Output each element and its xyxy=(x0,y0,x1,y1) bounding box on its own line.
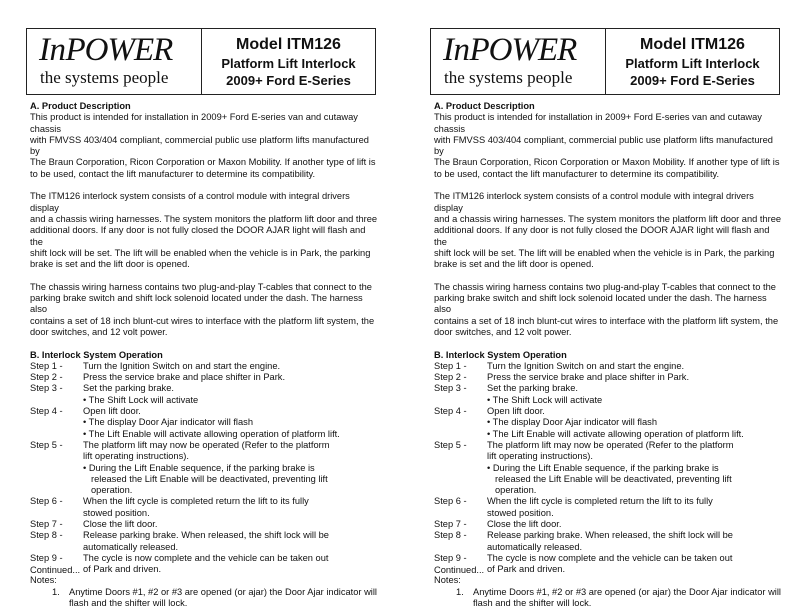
step-bullet-continuation: released the Lift Enable will be deactivated, preventing lift xyxy=(495,473,732,484)
step-row: Step 2 - Press the service brake and place shifter in Park. xyxy=(434,372,690,383)
model-title: Model ITM126 xyxy=(640,35,745,53)
step-bullet: • The Lift Enable will activate allowing operation of platform lift. xyxy=(83,428,340,439)
section-a-paragraph-3: The chassis wiring harness contains two plug-and-play T-cables that connect to the parking brake switch and shift lock solenoid located under the dash. The harness also contains a set of 18 inch blunt-cut wires to interface with the platform lift system, the door switches, and 12 volt power. xyxy=(30,281,375,337)
inpower-logo xyxy=(431,29,606,94)
step-row: Step 9 - The cycle is now complete and the vehicle can be taken out xyxy=(30,552,329,563)
step-row: Step 7 - Close the lift door. xyxy=(434,518,562,529)
logo-wordmark: InPOWER xyxy=(39,32,173,68)
step-bullet: • During the Lift Enable sequence, if the parking brake is xyxy=(83,462,315,473)
step-continuation: automatically released. xyxy=(487,541,583,552)
step-bullet: • The display Door Ajar indicator will flash xyxy=(487,417,657,428)
step-row: Step 3 - Set the parking brake. xyxy=(30,383,174,394)
product-title: Platform Lift Interlock xyxy=(625,55,760,71)
step-row: Step 5 - The platform lift may now be operated (Refer to the platform xyxy=(434,439,734,450)
section-a-paragraph-1: This product is intended for installation in 2009+ Ford E-series van and cutaway chassis with FMVSS 403/404 compliant, commercial public use platform lifts manufactured by The Braun Corporation, Ricon Corporation or Maxon Mobility. If another type of lift is to be used, contact the lift manufacturer to determine its compatibility. xyxy=(30,112,376,179)
notes-label: Notes: xyxy=(30,575,57,586)
title-block xyxy=(606,29,779,94)
step-row: Step 1 - Turn the Ignition Switch on and start the engine. xyxy=(434,360,685,371)
step-row: Step 3 - Set the parking brake. xyxy=(434,383,578,394)
section-a-paragraph-3: The chassis wiring harness contains two plug-and-play T-cables that connect to the parking brake switch and shift lock solenoid located under the dash. The harness also contains a set of 18 inch blunt-cut wires to interface with the platform lift system, the door switches, and 12 volt power. xyxy=(434,281,779,337)
inpower-logo xyxy=(27,29,202,94)
step-row: Step 8 - Release parking brake. When released, the shift lock will be xyxy=(434,530,733,541)
step-row: Step 4 - Open lift door. xyxy=(434,406,545,417)
step-bullet-continuation: released the Lift Enable will be deactivated, preventing lift xyxy=(91,473,328,484)
product-title: Platform Lift Interlock xyxy=(221,55,356,71)
document-page-right xyxy=(404,0,808,616)
section-b-heading: B. Interlock System Operation xyxy=(434,349,567,360)
page-header xyxy=(26,28,376,95)
logo-tagline: the systems people xyxy=(40,68,169,87)
step-row: Step 6 - When the lift cycle is completed return the lift to its fully xyxy=(30,496,309,507)
note-continuation: flash and the shifter will lock. xyxy=(473,598,592,609)
step-row: Step 5 - The platform lift may now be operated (Refer to the platform xyxy=(30,439,330,450)
step-bullet: • The Lift Enable will activate allowing operation of platform lift. xyxy=(487,428,744,439)
page-content xyxy=(434,101,784,609)
title-block xyxy=(202,29,375,94)
step-bullet: • The display Door Ajar indicator will flash xyxy=(83,417,253,428)
note-item: 1. Anytime Doors #1, #2 or #3 are opened (or ajar) the Door Ajar indicator will xyxy=(52,586,377,597)
step-bullet: • The Shift Lock will activate xyxy=(487,394,603,405)
notes-label: Notes: xyxy=(434,575,461,586)
page-content xyxy=(30,101,380,609)
step-continuation: lift operating instructions). xyxy=(487,451,593,462)
step-row: Step 9 - The cycle is now complete and the vehicle can be taken out xyxy=(434,552,733,563)
vehicle-title: 2009+ Ford E-Series xyxy=(630,72,755,88)
step-bullet-continuation: operation. xyxy=(91,485,133,496)
section-a-paragraph-1: This product is intended for installation in 2009+ Ford E-series van and cutaway chassis with FMVSS 403/404 compliant, commercial public use platform lifts manufactured by The Braun Corporation, Ricon Corporation or Maxon Mobility. If another type of lift is to be used, contact the lift manufacturer to determine its compatibility. xyxy=(434,112,780,179)
note-item: 1. Anytime Doors #1, #2 or #3 are opened (or ajar) the Door Ajar indicator will xyxy=(456,586,781,597)
step-bullet: • The Shift Lock will activate xyxy=(83,394,199,405)
section-b-heading: B. Interlock System Operation xyxy=(30,349,163,360)
step-row: Step 1 - Turn the Ignition Switch on and start the engine. xyxy=(30,360,281,371)
step-bullet-continuation: operation. xyxy=(495,485,537,496)
step-bullet: • During the Lift Enable sequence, if the parking brake is xyxy=(487,462,719,473)
step-continuation: stowed position. xyxy=(487,507,554,518)
step-row: Step 4 - Open lift door. xyxy=(30,406,141,417)
logo-tagline: the systems people xyxy=(444,68,573,87)
page-header xyxy=(430,28,780,95)
step-continuation: automatically released. xyxy=(83,541,179,552)
step-continuation: lift operating instructions). xyxy=(83,451,189,462)
logo-wordmark: InPOWER xyxy=(443,32,577,68)
step-row: Step 2 - Press the service brake and place shifter in Park. xyxy=(30,372,286,383)
step-continuation: of Park and driven. xyxy=(83,564,162,575)
step-continuation: of Park and driven. xyxy=(487,564,566,575)
section-a-heading: A. Product Description xyxy=(434,101,535,111)
section-a-heading: A. Product Description xyxy=(30,101,131,111)
step-row: Step 7 - Close the lift door. xyxy=(30,518,158,529)
vehicle-title: 2009+ Ford E-Series xyxy=(226,72,351,88)
section-a-paragraph-2: The ITM126 interlock system consists of a control module with integral drivers display and a chassis wiring harnesses. The system monitors the platform lift door and three additional doors. If any door is not fully closed the DOOR AJAR light will flash and the shift lock will be set. The lift will be enabled when the vehicle is in Park, the parking brake is set and the lift door is opened. xyxy=(434,191,782,270)
continued-label: Continued... xyxy=(434,565,485,575)
step-row: Step 6 - When the lift cycle is completed return the lift to its fully xyxy=(434,496,713,507)
continued-label: Continued... xyxy=(30,565,81,575)
step-continuation: stowed position. xyxy=(83,507,150,518)
model-title: Model ITM126 xyxy=(236,35,341,53)
step-row: Step 8 - Release parking brake. When released, the shift lock will be xyxy=(30,530,329,541)
note-continuation: flash and the shifter will lock. xyxy=(69,598,188,609)
section-a-paragraph-2: The ITM126 interlock system consists of a control module with integral drivers display and a chassis wiring harnesses. The system monitors the platform lift door and three additional doors. If any door is not fully closed the DOOR AJAR light will flash and the shift lock will be set. The lift will be enabled when the vehicle is in Park, the parking brake is set and the lift door is opened. xyxy=(30,191,378,270)
